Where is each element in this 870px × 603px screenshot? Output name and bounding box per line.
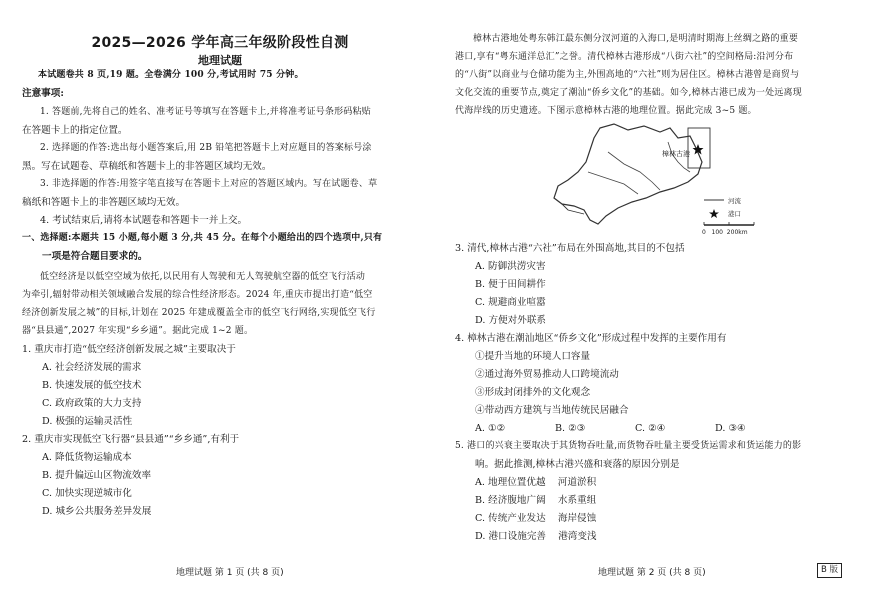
question-4-option-d: D. ③④ [715, 423, 746, 434]
version-badge: B 版 [817, 563, 842, 578]
note-1b: 在答题卡上的指定位置。 [22, 125, 128, 136]
question-2-option-b: B. 提升偏远山区物流效率 [42, 470, 152, 481]
passage-1-line-4: 器“县县通”,2027 年实现“乡乡通”。据此完成 1~2 题。 [22, 326, 254, 336]
question-1-option-c: C. 政府政策的大力支持 [42, 398, 142, 409]
question-5-stem-2: 响。据此推测,樟林古港兴盛和衰落的原因分别是 [475, 459, 680, 470]
question-1-stem: 1. 重庆市打造“低空经济创新发展之城”主要取决于 [22, 344, 236, 355]
exam-meta: 本试题卷共 8 页,19 题。全卷满分 100 分,考试用时 75 分钟。 [38, 70, 304, 80]
river-branch-2 [588, 172, 638, 194]
subject-title: 地理试题 [198, 54, 242, 67]
footer-page-2: 地理试题 第 2 页 (共 8 页) [598, 568, 706, 578]
question-5-option-c: C. 传统产业发达 海岸侵蚀 [475, 513, 597, 524]
section-1-line-2: 一项是符合题目要求的。 [42, 251, 148, 262]
question-1-option-a: A. 社会经济发展的需求 [42, 362, 142, 373]
question-5-stem-1: 5. 港口的兴衰主要取决于其货物吞吐量,而货物吞吐量主要受货运需求和货运能力的影 [455, 441, 802, 451]
question-3-option-a: A. 防御洪涝灾害 [475, 261, 546, 272]
question-4-option-b: B. ②③ [555, 423, 586, 434]
province-outline [554, 124, 702, 224]
passage-2-line-5: 代海岸线的历史遗迹。下图示意樟林古港的地理位置。据此完成 3~5 题。 [455, 106, 757, 116]
question-4-item-3: ③形成封闭排外的文化观念 [475, 387, 591, 398]
port-place-label: 樟林古港 [662, 150, 690, 158]
question-3-option-d: D. 方便对外联系 [475, 315, 547, 326]
scale-label: 0 100 200km [702, 229, 748, 236]
passage-2-line-2: 港口,享有“粤东通洋总汇”之誉。清代樟林古港形成“八街六社”的空间格局:沿河分布 [455, 52, 794, 62]
question-5-option-a: A. 地理位置优越 河道淤积 [475, 477, 597, 488]
question-3-option-c: C. 规避商业喧嚣 [475, 297, 546, 308]
footer-page-1: 地理试题 第 1 页 (共 8 页) [176, 568, 284, 578]
question-4-stem: 4. 樟林古港在潮汕地区“侨乡文化”形成过程中发挥的主要作用有 [455, 333, 727, 344]
question-1-option-b: B. 快速发展的低空技术 [42, 380, 142, 391]
passage-2-line-1: 樟林古港地处粤东韩江最东侧分汊河道的入海口,是明清时期海上丝绸之路的重要 [473, 34, 799, 44]
note-1a: 1. 答题前,先将自己的姓名、准考证号等填写在答题卡上,并将准考证号条形码粘贴 [40, 107, 371, 117]
question-4-options [455, 419, 870, 438]
question-2-option-a: A. 降低货物运输成本 [42, 452, 132, 463]
question-5-option-b: B. 经济腹地广阔 水系重组 [475, 495, 597, 506]
passage-1-line-3: 经济创新发展之城”的目标,计划在 2025 年建成覆盖全市的低空飞行网络,实现低空飞行 [22, 308, 376, 318]
question-2-option-c: C. 加快实现逆城市化 [42, 488, 132, 499]
legend-port-star-icon [709, 209, 719, 218]
passage-2-line-3: 的“八街”以商业与仓储功能为主,外围高地的“六社”则为居住区。樟林古港曾是商贸与 [455, 70, 800, 80]
section-1-line-1: 一、选择题:本题共 15 小题,每小题 3 分,共 45 分。在每个小题给出的四个选项中,只有 [22, 233, 383, 243]
legend-river-label: 河流 [728, 197, 741, 205]
question-2-stem: 2. 重庆市实现低空飞行器“县县通”“乡乡通”,有利于 [22, 434, 240, 445]
note-4: 4. 考试结束后,请将本试题卷和答题卡一并上交。 [40, 215, 248, 226]
question-4-item-2: ②通过海外贸易推动人口跨境流动 [475, 369, 619, 380]
question-4-item-4: ④带动西方建筑与当地传统民居融合 [475, 405, 629, 416]
question-3-option-b: B. 便于田间耕作 [475, 279, 546, 290]
question-4-option-a: A. ①② [475, 423, 506, 434]
river-branch [608, 152, 660, 190]
exam-title: 2025—2026 学年高三年级阶段性自测 [91, 35, 349, 51]
notes-heading: 注意事项: [22, 88, 64, 99]
legend-port-label: 港口 [728, 210, 741, 218]
note-2a: 2. 选择题的作答:选出每小题答案后,用 2B 铅笔把答题卡上对应题目的答案标号涂 [40, 143, 372, 153]
passage-1-line-1: 低空经济是以低空空域为依托,以民用有人驾驶和无人驾驶航空器的低空飞行活动 [40, 272, 366, 282]
note-3a: 3. 非选择题的作答:用签字笔直接写在答题卡上对应的答题区域内。写在试题卷、草 [40, 179, 378, 189]
question-2-option-d: D. 城乡公共服务差异发展 [42, 506, 152, 517]
location-map [528, 122, 790, 237]
question-4-option-c: C. ②④ [635, 423, 666, 434]
note-3b: 稿纸和答题卡上的非答题区域均无效。 [22, 197, 186, 208]
question-5-option-d: D. 港口设施完善 港湾变浅 [475, 531, 597, 542]
question-4-item-1: ①提升当地的环境人口容量 [475, 351, 591, 362]
question-1-option-d: D. 极强的运输灵活性 [42, 416, 133, 427]
question-3-stem: 3. 清代,樟林古港“六社”布局在外围高地,其目的不包括 [455, 243, 685, 254]
note-2b: 黑。写在试题卷、草稿纸和答题卡上的非答题区域均无效。 [22, 161, 272, 172]
passage-2-line-4: 文化交流的重要节点,奠定了潮汕“侨乡文化”的基础。如今,樟林古港已成为一处远离现 [455, 88, 802, 98]
passage-1-line-2: 为牵引,辐射带动相关领域融合发展的综合性经济形态。2024 年,重庆市提出打造“低空 [22, 290, 373, 300]
